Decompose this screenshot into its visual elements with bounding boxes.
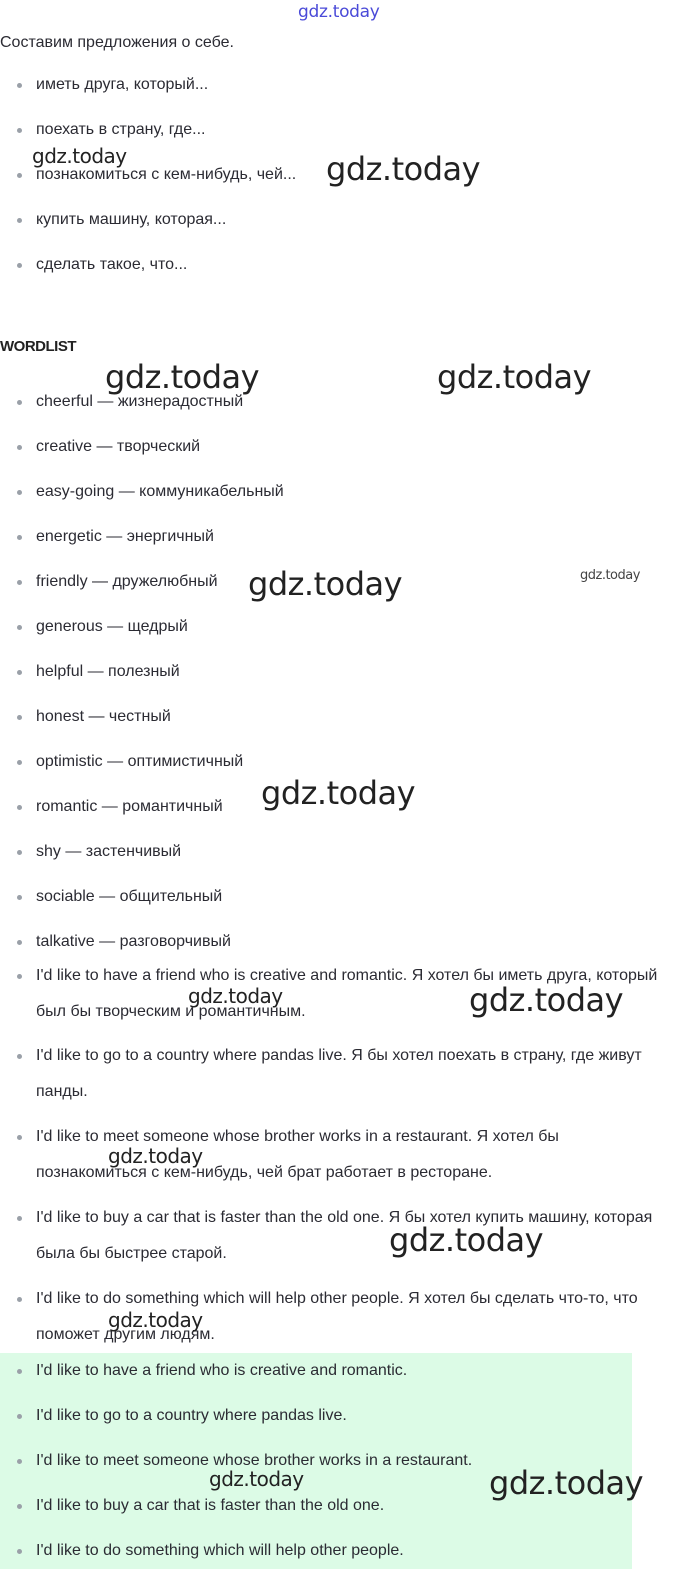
list-item: I'd like to have a friend who is creative and romantic. Я хотел бы иметь друга, который был бы творческим и романтичным. — [0, 958, 680, 1038]
watermark: gdz.today — [188, 984, 283, 1008]
list-item: helpful — полезный — [0, 654, 680, 699]
list-item: romantic — романтичный — [0, 789, 680, 834]
list-item: поехать в страну, где... — [0, 112, 680, 157]
list-item: easy-going — коммуникабельный — [0, 474, 680, 519]
list-item: optimistic — оптимистичный — [0, 744, 680, 789]
watermark: gdz.today — [261, 774, 416, 812]
intro-text: Составим предложения о себе. — [0, 34, 234, 51]
watermark: gdz.today — [105, 358, 260, 396]
wordlist — [0, 384, 680, 969]
watermark: gdz.today — [248, 565, 403, 603]
watermark: gdz.today — [32, 144, 127, 168]
watermark: gdz.today — [469, 981, 624, 1019]
watermark: gdz.today — [326, 150, 481, 188]
list-item: познакомиться с кем-нибудь, чей... — [0, 157, 680, 202]
watermark: gdz.today — [437, 358, 592, 396]
list-item: energetic — энергичный — [0, 519, 680, 564]
list-item: I'd like to buy a car that is faster than the old one. — [0, 1488, 680, 1533]
list-item: shy — застенчивый — [0, 834, 680, 879]
list-item: купить машину, которая... — [0, 202, 680, 247]
watermark: gdz.today — [209, 1467, 304, 1491]
list-item: honest — честный — [0, 699, 680, 744]
watermark: gdz.today — [389, 1221, 544, 1259]
list-item: talkative — разговорчивый — [0, 924, 680, 969]
list-item: I'd like to go to a country where pandas live. Я бы хотел поехать в страну, где живут панды. — [0, 1038, 680, 1119]
list-item: creative — творческий — [0, 429, 680, 474]
list-item: I'd like to do something which will help other people. — [0, 1533, 680, 1578]
watermark: gdz.today — [580, 568, 640, 583]
watermark: gdz.today — [489, 1464, 644, 1502]
list-item: I'd like to meet someone whose brother works in a restaurant. Я хотел бы познакомиться с кем-нибудь, чей брат работает в ресторане. — [0, 1119, 680, 1200]
list-item: сделать такое, что... — [0, 247, 680, 292]
list-item: I'd like to meet someone whose brother works in a restaurant. — [0, 1443, 680, 1488]
list-item: generous — щедрый — [0, 609, 680, 654]
list-item: I'd like to buy a car that is faster than the old one. Я бы хотел купить машину, которая была бы быстрее старой. — [0, 1200, 680, 1281]
list-item: I'd like to have a friend who is creative and romantic. — [0, 1353, 680, 1398]
list-item: I'd like to do something which will help other people. Я хотел бы сделать что-то, что поможет другим людям. — [0, 1281, 680, 1358]
list-item: иметь друга, который... — [0, 67, 680, 112]
list-item: friendly — дружелюбный — [0, 564, 680, 609]
list-item: sociable — общительный — [0, 879, 680, 924]
wordlist-heading: WORDLIST — [0, 338, 76, 355]
site-logo[interactable]: gdz.today — [298, 2, 380, 22]
watermark: gdz.today — [108, 1144, 203, 1168]
list-item: cheerful — жизнерадостный — [0, 384, 680, 429]
watermark: gdz.today — [108, 1308, 203, 1332]
list-item: I'd like to go to a country where pandas live. — [0, 1398, 680, 1443]
